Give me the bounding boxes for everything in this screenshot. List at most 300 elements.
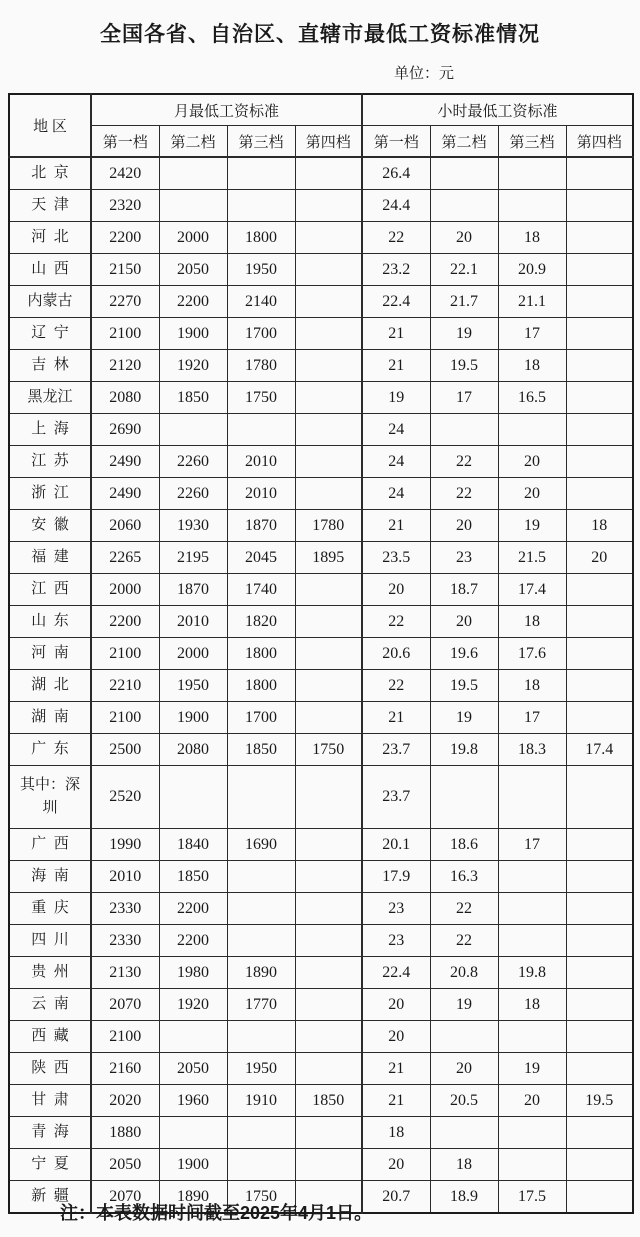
region-cell: 其中：深圳 [9,766,91,829]
hourly-tier-3-cell: 19 [498,1053,566,1085]
monthly-tier-2-cell [159,1021,227,1053]
table-row [9,478,633,510]
monthly-tier-1-cell: 2200 [91,222,159,254]
monthly-tier-1-cell: 2330 [91,925,159,957]
hourly-tier-4-cell: 17.4 [566,734,633,766]
wage-table [8,93,634,1214]
hourly-tier-1-cell: 23.7 [362,734,430,766]
monthly-tier-2-cell: 1900 [159,702,227,734]
table-row [9,157,633,190]
header-tier-row [9,126,633,158]
monthly-tier-3-cell: 1850 [227,734,295,766]
monthly-tier-2-cell: 2200 [159,893,227,925]
hourly-tier-2-cell: 20.8 [430,957,498,989]
hourly-tier-1-cell: 22 [362,670,430,702]
hourly-tier-2-cell [430,190,498,222]
region-cell: 陕西 [9,1053,91,1085]
monthly-tier-4-cell [295,574,362,606]
monthly-tier-4-cell [295,190,362,222]
monthly-tier-2-cell: 1850 [159,861,227,893]
region-header-cell: 地 区 [9,94,91,157]
hourly-tier-4-cell [566,766,633,829]
monthly-tier-4-cell [295,350,362,382]
hourly-tier-2-cell: 19.5 [430,350,498,382]
monthly-tier-1-cell: 1990 [91,829,159,861]
hourly-tier-4-cell [566,702,633,734]
hourly-tier-3-cell [498,414,566,446]
table-row [9,1053,633,1085]
monthly-tier-4-cell [295,1149,362,1181]
hourly-tier-3-cell: 18.3 [498,734,566,766]
monthly-tier-4-cell: 1895 [295,542,362,574]
table-row [9,1117,633,1149]
region-cell: 广西 [9,829,91,861]
monthly-tier-1-cell: 2100 [91,638,159,670]
hourly-tier-1-cell: 21 [362,318,430,350]
monthly-tier-3-cell: 1950 [227,254,295,286]
monthly-tier-4-cell [295,446,362,478]
hourly-tier-4-cell [566,574,633,606]
hourly-tier-3-cell: 17.4 [498,574,566,606]
hourly-tier-2-cell [430,766,498,829]
table-row [9,670,633,702]
hourly-tier-1-cell: 17.9 [362,861,430,893]
hourly-tier-2-cell: 20 [430,606,498,638]
hourly-tier-1-cell: 24 [362,446,430,478]
hourly-tier-3-header: 第三档 [498,126,566,158]
hourly-tier-2-cell: 22 [430,446,498,478]
monthly-tier-2-cell: 1920 [159,350,227,382]
monthly-tier-1-cell: 2690 [91,414,159,446]
monthly-tier-2-cell [159,766,227,829]
monthly-tier-4-cell: 1750 [295,734,362,766]
table-row [9,286,633,318]
hourly-tier-2-cell: 18 [430,1149,498,1181]
hourly-tier-2-cell [430,414,498,446]
hourly-tier-1-cell: 20 [362,989,430,1021]
hourly-tier-1-cell: 24 [362,414,430,446]
hourly-tier-2-cell: 22 [430,893,498,925]
region-cell: 甘肃 [9,1085,91,1117]
hourly-tier-4-cell [566,861,633,893]
hourly-tier-2-cell: 18.6 [430,829,498,861]
monthly-tier-3-cell: 2140 [227,286,295,318]
hourly-tier-1-cell: 20 [362,574,430,606]
hourly-tier-3-cell: 18 [498,350,566,382]
monthly-tier-1-cell: 2080 [91,382,159,414]
page-title: 全国各省、自治区、直辖市最低工资标准情况 [100,23,540,46]
monthly-tier-3-cell [227,414,295,446]
monthly-tier-1-cell: 2000 [91,574,159,606]
hourly-tier-4-cell [566,157,633,190]
hourly-tier-4-cell [566,606,633,638]
hourly-tier-4-cell [566,670,633,702]
monthly-tier-2-cell: 2000 [159,638,227,670]
region-cell: 内蒙古 [9,286,91,318]
hourly-tier-3-cell: 16.5 [498,382,566,414]
region-cell: 安徽 [9,510,91,542]
monthly-tier-1-cell: 2100 [91,1021,159,1053]
hourly-tier-2-cell: 17 [430,382,498,414]
hourly-tier-2-cell: 23 [430,542,498,574]
hourly-tier-1-header: 第一档 [362,126,430,158]
hourly-tier-4-cell [566,638,633,670]
hourly-tier-4-cell [566,989,633,1021]
monthly-tier-3-cell: 1750 [227,382,295,414]
monthly-tier-3-cell: 1780 [227,350,295,382]
hourly-tier-2-cell: 19.6 [430,638,498,670]
monthly-tier-3-cell: 2010 [227,478,295,510]
monthly-tier-2-cell: 1900 [159,318,227,350]
monthly-tier-4-cell [295,382,362,414]
monthly-tier-1-cell: 2150 [91,254,159,286]
hourly-tier-4-cell [566,1053,633,1085]
monthly-tier-2-cell: 1980 [159,957,227,989]
monthly-tier-3-cell [227,1021,295,1053]
hourly-tier-3-cell: 21.5 [498,542,566,574]
monthly-tier-1-cell: 2500 [91,734,159,766]
table-row [9,861,633,893]
monthly-tier-3-cell: 1800 [227,222,295,254]
hourly-tier-3-cell: 18 [498,989,566,1021]
hourly-tier-1-cell: 23 [362,893,430,925]
hourly-tier-1-cell: 23 [362,925,430,957]
monthly-tier-1-cell: 2270 [91,286,159,318]
monthly-tier-3-cell [227,893,295,925]
table-row [9,190,633,222]
monthly-tier-4-cell: 1850 [295,1085,362,1117]
monthly-tier-2-cell [159,414,227,446]
region-cell: 宁夏 [9,1149,91,1181]
monthly-tier-4-cell [295,670,362,702]
monthly-tier-2-cell: 2200 [159,286,227,318]
monthly-tier-4-cell [295,606,362,638]
monthly-tier-3-cell [227,861,295,893]
region-cell: 福建 [9,542,91,574]
monthly-tier-2-cell: 1890 [159,1181,227,1214]
monthly-tier-1-header: 第一档 [91,126,159,158]
monthly-tier-1-cell: 2520 [91,766,159,829]
monthly-tier-4-cell [295,638,362,670]
table-body [9,157,633,1213]
hourly-tier-1-cell: 23.5 [362,542,430,574]
monthly-tier-4-cell [295,893,362,925]
hourly-tier-3-cell: 18 [498,670,566,702]
region-cell: 辽宁 [9,318,91,350]
hourly-tier-4-header: 第四档 [566,126,633,158]
hourly-tier-3-cell [498,1117,566,1149]
monthly-group-header: 月最低工资标准 [91,94,362,126]
monthly-tier-3-cell: 1740 [227,574,295,606]
hourly-tier-1-cell: 21 [362,702,430,734]
hourly-tier-3-cell: 20 [498,478,566,510]
hourly-tier-3-cell [498,190,566,222]
hourly-tier-1-cell: 21 [362,350,430,382]
hourly-tier-3-cell: 17.6 [498,638,566,670]
monthly-tier-1-cell: 2490 [91,478,159,510]
monthly-tier-2-cell [159,157,227,190]
hourly-tier-3-cell [498,157,566,190]
region-cell: 天津 [9,190,91,222]
hourly-tier-4-cell [566,1181,633,1214]
table-row [9,222,633,254]
hourly-tier-4-cell: 19.5 [566,1085,633,1117]
hourly-tier-3-cell: 20 [498,1085,566,1117]
monthly-tier-2-cell: 2195 [159,542,227,574]
hourly-tier-4-cell [566,478,633,510]
hourly-tier-4-cell [566,414,633,446]
monthly-tier-1-cell: 2100 [91,702,159,734]
monthly-tier-4-cell [295,254,362,286]
monthly-tier-3-cell [227,1149,295,1181]
region-cell: 新疆 [9,1181,91,1214]
monthly-tier-1-cell: 2120 [91,350,159,382]
unit-label: 单位：元 [394,65,455,82]
hourly-tier-2-cell: 18.7 [430,574,498,606]
region-cell: 青海 [9,1117,91,1149]
region-cell: 山西 [9,254,91,286]
region-cell: 云南 [9,989,91,1021]
monthly-tier-4-cell [295,478,362,510]
monthly-tier-4-cell [295,925,362,957]
hourly-tier-2-cell: 19.5 [430,670,498,702]
hourly-tier-2-cell: 19.8 [430,734,498,766]
region-cell: 贵州 [9,957,91,989]
monthly-tier-2-cell: 2000 [159,222,227,254]
hourly-tier-3-cell [498,925,566,957]
hourly-tier-3-cell: 18 [498,606,566,638]
monthly-tier-3-cell: 1870 [227,510,295,542]
region-cell: 重庆 [9,893,91,925]
table-row [9,414,633,446]
monthly-tier-4-cell [295,702,362,734]
hourly-tier-3-cell [498,1021,566,1053]
hourly-tier-2-cell: 19 [430,989,498,1021]
region-cell: 河南 [9,638,91,670]
monthly-tier-3-header: 第三档 [227,126,295,158]
monthly-tier-2-cell: 1930 [159,510,227,542]
monthly-tier-2-cell: 2050 [159,254,227,286]
monthly-tier-2-cell: 1960 [159,1085,227,1117]
monthly-tier-3-cell: 1910 [227,1085,295,1117]
hourly-tier-1-cell: 21 [362,1053,430,1085]
monthly-tier-3-cell: 1820 [227,606,295,638]
region-cell: 江苏 [9,446,91,478]
hourly-tier-2-cell: 20.5 [430,1085,498,1117]
hourly-tier-2-cell: 20 [430,1053,498,1085]
hourly-tier-2-cell: 20 [430,222,498,254]
monthly-tier-3-cell [227,1117,295,1149]
monthly-tier-1-cell: 2160 [91,1053,159,1085]
header-group-row [9,94,633,126]
hourly-tier-4-cell [566,222,633,254]
monthly-tier-3-cell: 1750 [227,1181,295,1214]
monthly-tier-2-cell: 1870 [159,574,227,606]
monthly-tier-4-cell [295,861,362,893]
monthly-tier-1-cell: 2010 [91,861,159,893]
monthly-tier-1-cell: 2265 [91,542,159,574]
monthly-tier-3-cell: 2010 [227,446,295,478]
hourly-tier-3-cell: 20.9 [498,254,566,286]
monthly-tier-2-cell: 1850 [159,382,227,414]
hourly-tier-3-cell: 17.5 [498,1181,566,1214]
hourly-tier-2-cell: 19 [430,702,498,734]
hourly-tier-2-cell: 18.9 [430,1181,498,1214]
table-row [9,989,633,1021]
table-row [9,638,633,670]
table-header [9,94,633,157]
table-row [9,606,633,638]
table-row [9,893,633,925]
monthly-tier-4-cell [295,1117,362,1149]
hourly-tier-1-cell: 22.4 [362,957,430,989]
table-row [9,957,633,989]
monthly-tier-4-cell [295,957,362,989]
region-cell: 北京 [9,157,91,190]
table-row [9,702,633,734]
table-row [9,382,633,414]
hourly-tier-2-cell [430,157,498,190]
hourly-tier-4-cell [566,1021,633,1053]
hourly-tier-1-cell: 24.4 [362,190,430,222]
table-row [9,766,633,829]
hourly-tier-1-cell: 19 [362,382,430,414]
hourly-tier-4-cell [566,318,633,350]
monthly-tier-4-cell [295,157,362,190]
hourly-tier-3-cell [498,893,566,925]
monthly-tier-1-cell: 2420 [91,157,159,190]
hourly-tier-3-cell: 17 [498,318,566,350]
monthly-tier-2-cell: 1950 [159,670,227,702]
hourly-tier-1-cell: 24 [362,478,430,510]
region-cell: 四川 [9,925,91,957]
hourly-tier-2-cell [430,1021,498,1053]
hourly-tier-1-cell: 26.4 [362,157,430,190]
hourly-tier-3-cell [498,766,566,829]
monthly-tier-3-cell: 1950 [227,1053,295,1085]
hourly-tier-1-cell: 20 [362,1149,430,1181]
monthly-tier-4-cell [295,286,362,318]
hourly-tier-1-cell: 18 [362,1117,430,1149]
hourly-tier-1-cell: 20.1 [362,829,430,861]
monthly-tier-1-cell: 2210 [91,670,159,702]
hourly-tier-3-cell: 17 [498,702,566,734]
hourly-tier-1-cell: 23.2 [362,254,430,286]
monthly-tier-1-cell: 2020 [91,1085,159,1117]
footnote: 注：本表数据时间截至2025年4月1日。 [60,1203,373,1223]
hourly-tier-1-cell: 23.7 [362,766,430,829]
hourly-group-header: 小时最低工资标准 [362,94,633,126]
hourly-tier-4-cell [566,1117,633,1149]
hourly-tier-3-cell: 19 [498,510,566,542]
hourly-tier-2-cell: 22.1 [430,254,498,286]
hourly-tier-4-cell [566,190,633,222]
hourly-tier-1-cell: 20 [362,1021,430,1053]
monthly-tier-3-cell: 1700 [227,702,295,734]
monthly-tier-2-cell: 2260 [159,478,227,510]
hourly-tier-4-cell [566,350,633,382]
monthly-tier-2-cell: 2260 [159,446,227,478]
hourly-tier-1-cell: 20.6 [362,638,430,670]
monthly-tier-2-cell [159,190,227,222]
region-cell: 湖南 [9,702,91,734]
region-cell: 山东 [9,606,91,638]
hourly-tier-4-cell [566,893,633,925]
monthly-tier-4-cell [295,989,362,1021]
monthly-tier-4-cell [295,1053,362,1085]
monthly-tier-1-cell: 2330 [91,893,159,925]
monthly-tier-2-cell: 1840 [159,829,227,861]
hourly-tier-4-cell [566,382,633,414]
hourly-tier-1-cell: 22 [362,222,430,254]
monthly-tier-3-cell [227,766,295,829]
monthly-tier-2-cell: 2200 [159,925,227,957]
hourly-tier-1-cell: 21 [362,510,430,542]
monthly-tier-1-cell: 2200 [91,606,159,638]
hourly-tier-4-cell [566,957,633,989]
region-cell: 河北 [9,222,91,254]
hourly-tier-2-cell: 22 [430,478,498,510]
monthly-tier-1-cell: 2130 [91,957,159,989]
monthly-tier-4-cell [295,414,362,446]
monthly-tier-4-header: 第四档 [295,126,362,158]
monthly-tier-1-cell: 1880 [91,1117,159,1149]
hourly-tier-3-cell: 20 [498,446,566,478]
monthly-tier-1-cell: 2070 [91,989,159,1021]
table-row [9,925,633,957]
monthly-tier-3-cell: 1800 [227,670,295,702]
hourly-tier-1-cell: 22 [362,606,430,638]
monthly-tier-3-cell [227,157,295,190]
table-row [9,510,633,542]
hourly-tier-4-cell [566,254,633,286]
table-row [9,574,633,606]
hourly-tier-3-cell: 21.1 [498,286,566,318]
monthly-tier-3-cell: 1890 [227,957,295,989]
monthly-tier-3-cell: 1700 [227,318,295,350]
region-cell: 浙江 [9,478,91,510]
monthly-tier-2-header: 第二档 [159,126,227,158]
hourly-tier-1-cell: 21 [362,1085,430,1117]
hourly-tier-2-cell: 21.7 [430,286,498,318]
hourly-tier-3-cell: 17 [498,829,566,861]
monthly-tier-4-cell [295,222,362,254]
monthly-tier-3-cell: 1800 [227,638,295,670]
table-row [9,254,633,286]
table-row [9,350,633,382]
hourly-tier-2-cell [430,1117,498,1149]
table-row [9,446,633,478]
monthly-tier-4-cell [295,766,362,829]
hourly-tier-2-cell: 19 [430,318,498,350]
hourly-tier-1-cell: 20.7 [362,1181,430,1214]
monthly-tier-2-cell: 2050 [159,1053,227,1085]
monthly-tier-3-cell [227,925,295,957]
monthly-tier-2-cell: 1920 [159,989,227,1021]
region-cell: 湖北 [9,670,91,702]
hourly-tier-4-cell [566,925,633,957]
monthly-tier-1-cell: 2050 [91,1149,159,1181]
monthly-tier-2-cell: 2080 [159,734,227,766]
table-row [9,1085,633,1117]
monthly-tier-1-cell: 2060 [91,510,159,542]
region-cell: 海南 [9,861,91,893]
region-cell: 吉林 [9,350,91,382]
hourly-tier-4-cell: 20 [566,542,633,574]
table-row [9,1021,633,1053]
table-row [9,1149,633,1181]
monthly-tier-1-cell: 2070 [91,1181,159,1214]
